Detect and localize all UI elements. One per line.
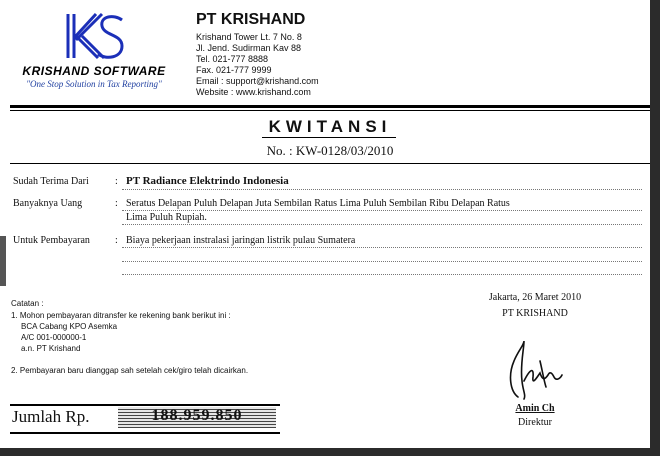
fax-line: Fax. 021-777 9999 (196, 65, 272, 75)
total-label: Jumlah Rp. (12, 407, 90, 426)
company-logo (14, 12, 174, 92)
colon: : (115, 198, 118, 209)
title-underline (262, 137, 396, 138)
purpose-value: Biaya pekerjaan instralasi jaringan listrik pulau Sumatera (126, 235, 356, 246)
dotted-line (122, 261, 642, 262)
signatory-title: Direktur (518, 417, 552, 428)
note-item: 2. Pembayaran baru dianggap sah setelah cek/giro telah dicairkan. (11, 366, 249, 375)
colon: : (115, 235, 118, 246)
window-edge-bottom (0, 448, 660, 456)
website-line: Website : www.krishand.com (196, 87, 311, 97)
window-edge-right (650, 0, 660, 456)
bank-line: A/C 001-000000-1 (21, 333, 87, 342)
company-name: PT KRISHAND (196, 11, 306, 28)
place-date: Jakarta, 26 Maret 2010 (488, 292, 582, 303)
phone-line: Tel. 021-777 8888 (196, 54, 269, 64)
colon: : (115, 176, 118, 187)
dotted-line (122, 210, 642, 211)
header-divider-thick (10, 105, 650, 108)
signature-icon (500, 335, 570, 401)
header-divider-thin (10, 110, 650, 111)
address-line: Jl. Jend. Sudirman Kav 88 (196, 43, 302, 53)
from-label: Sudah Terima Dari (13, 176, 89, 187)
signatory-name: Amin Ch (515, 403, 555, 414)
email-line: Email : support@krishand.com (196, 76, 319, 86)
signature-company: PT KRISHAND (502, 308, 568, 319)
from-value: PT Radiance Elektrindo Indonesia (126, 175, 289, 187)
logo-name: KRISHAND SOFTWARE (22, 64, 166, 78)
receipt-number: No. : KW-0128/03/2010 (266, 143, 394, 158)
dotted-line (122, 274, 642, 275)
bank-line: a.n. PT Krishand (21, 344, 81, 353)
receipt-title: KWITANSI (268, 117, 392, 136)
note-item: 1. Mohon pembayaran ditransfer ke rekening bank berikut ini : (11, 311, 231, 320)
section-divider (10, 163, 650, 164)
scroll-marker (0, 236, 6, 286)
bank-line: BCA Cabang KPO Asemka (21, 322, 118, 331)
dotted-line (122, 189, 642, 190)
amount-words-line: Seratus Delapan Puluh Delapan Juta Sembilan Ratus Lima Puluh Sembilan Ribu Delapan Ratus (126, 198, 510, 209)
ks-logo-icon (64, 12, 126, 62)
dotted-line (122, 224, 642, 225)
notes-heading: Catatan : (11, 299, 44, 308)
dotted-line (122, 247, 642, 248)
amount-words-line: Lima Puluh Rupiah. (126, 212, 207, 223)
amount-words-label: Banyaknya Uang (13, 198, 83, 209)
address-line: Krishand Tower Lt. 7 No. 8 (196, 32, 302, 42)
total-amount: 188.959.850 (151, 407, 243, 424)
logo-tagline: "One Stop Solution in Tax Reporting" (26, 79, 162, 89)
purpose-label: Untuk Pembayaran (13, 235, 90, 246)
